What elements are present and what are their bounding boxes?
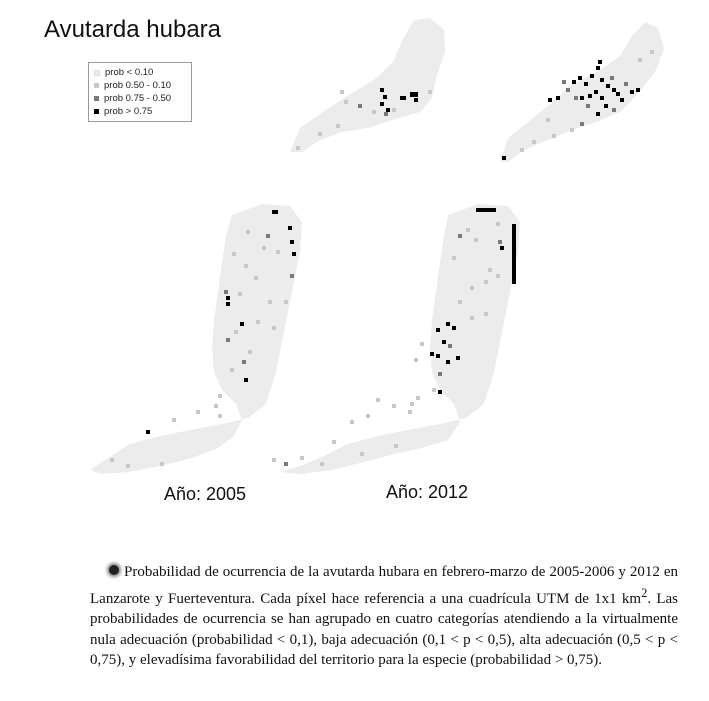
occurrence-pixel bbox=[498, 240, 502, 244]
occurrence-pixel bbox=[272, 210, 278, 214]
occurrence-pixel bbox=[340, 90, 344, 94]
occurrence-pixel bbox=[372, 110, 376, 114]
occurrence-pixel bbox=[344, 100, 348, 104]
occurrence-pixel bbox=[566, 88, 570, 92]
occurrence-pixel bbox=[496, 222, 500, 226]
occurrence-pixel bbox=[436, 354, 440, 358]
occurrence-pixel bbox=[318, 132, 322, 136]
occurrence-pixel bbox=[562, 80, 566, 84]
occurrence-pixel bbox=[580, 122, 584, 126]
occurrence-pixel bbox=[500, 246, 504, 250]
occurrence-pixel bbox=[366, 414, 370, 418]
occurrence-pixel bbox=[548, 98, 552, 102]
occurrence-pixel bbox=[234, 330, 238, 334]
occurrence-pixel bbox=[268, 300, 272, 304]
occurrence-pixel bbox=[446, 360, 450, 364]
occurrence-pixel bbox=[484, 280, 488, 284]
occurrence-pixel bbox=[290, 274, 294, 278]
occurrence-pixel bbox=[296, 146, 300, 150]
occurrence-pixel bbox=[470, 316, 474, 320]
occurrence-pixel bbox=[488, 268, 492, 272]
occurrence-pixel bbox=[610, 76, 614, 80]
occurrence-pixel bbox=[624, 82, 628, 86]
occurrence-pixel bbox=[546, 118, 550, 122]
occurrence-pixel bbox=[476, 208, 496, 212]
occurrence-pixel bbox=[290, 240, 294, 244]
occurrence-pixel bbox=[276, 250, 280, 254]
occurrence-pixel bbox=[383, 95, 387, 99]
figure-caption bbox=[90, 562, 678, 671]
occurrence-pixel bbox=[620, 98, 624, 102]
occurrence-pixel bbox=[604, 104, 608, 108]
bullet-icon bbox=[109, 565, 119, 575]
map-title: Avutarda hubara bbox=[44, 16, 222, 43]
occurrence-pixel bbox=[262, 246, 266, 250]
occurrence-pixel bbox=[452, 326, 456, 330]
legend-label: prob 0.75 - 0.50 bbox=[104, 93, 172, 104]
occurrence-pixel bbox=[226, 302, 230, 306]
occurrence-pixel bbox=[350, 420, 354, 424]
occurrence-pixel bbox=[218, 414, 222, 418]
occurrence-pixel bbox=[386, 108, 390, 112]
occurrence-pixel bbox=[552, 134, 556, 138]
occurrence-pixel bbox=[420, 342, 424, 346]
occurrence-pixel bbox=[288, 226, 292, 230]
occurrence-pixel bbox=[594, 90, 598, 94]
occurrence-pixel bbox=[600, 96, 604, 100]
occurrence-pixel bbox=[244, 264, 248, 268]
occurrence-pixel bbox=[458, 300, 462, 304]
fuerteventura-2005-island bbox=[90, 204, 302, 474]
lanzarote-2012-map bbox=[500, 22, 664, 162]
occurrence-pixel bbox=[502, 156, 506, 160]
occurrence-pixel bbox=[232, 252, 236, 256]
occurrence-pixel bbox=[272, 458, 276, 462]
occurrence-pixel bbox=[376, 398, 380, 402]
occurrence-pixel bbox=[266, 234, 270, 238]
occurrence-pixel bbox=[416, 396, 420, 400]
occurrence-pixel bbox=[436, 328, 440, 332]
occurrence-pixel bbox=[570, 128, 574, 132]
occurrence-pixel bbox=[596, 112, 600, 116]
occurrence-pixel bbox=[300, 456, 304, 460]
occurrence-pixel bbox=[556, 96, 560, 100]
occurrence-pixel bbox=[638, 58, 642, 62]
occurrence-pixel bbox=[226, 296, 230, 300]
occurrence-pixel bbox=[292, 252, 296, 256]
occurrence-pixel bbox=[408, 410, 412, 414]
occurrence-pixel bbox=[160, 462, 164, 466]
lanzarote-2005-map bbox=[290, 18, 445, 152]
occurrence-pixel bbox=[240, 322, 244, 326]
caption-superscript: 2 bbox=[641, 585, 648, 600]
occurrence-pixel bbox=[466, 228, 470, 232]
occurrence-pixel bbox=[598, 60, 602, 64]
occurrence-pixel bbox=[284, 300, 288, 304]
occurrence-pixel bbox=[256, 320, 260, 324]
occurrence-pixel bbox=[432, 388, 436, 392]
occurrence-pixel bbox=[584, 82, 588, 86]
occurrence-pixel bbox=[650, 50, 654, 54]
occurrence-pixel bbox=[596, 66, 600, 70]
legend-label: prob > 0.75 bbox=[104, 106, 153, 117]
occurrence-pixel bbox=[496, 274, 500, 278]
fuerteventura-2012-island bbox=[280, 204, 520, 474]
occurrence-pixel bbox=[470, 286, 474, 290]
occurrence-pixel bbox=[410, 402, 414, 406]
occurrence-pixel bbox=[574, 96, 578, 100]
occurrence-pixel bbox=[588, 94, 592, 98]
occurrence-pixel bbox=[612, 88, 616, 92]
occurrence-pixel bbox=[384, 112, 388, 116]
occurrence-pixel bbox=[630, 90, 634, 94]
occurrence-pixel bbox=[452, 256, 456, 260]
occurrence-pixel bbox=[392, 404, 396, 408]
occurrence-pixel bbox=[484, 312, 488, 316]
occurrence-pixel bbox=[196, 410, 200, 414]
occurrence-pixel bbox=[244, 378, 248, 382]
occurrence-pixel bbox=[254, 276, 258, 280]
occurrence-pixel bbox=[336, 124, 340, 128]
occurrence-pixel bbox=[578, 76, 582, 80]
occurrence-pixel bbox=[456, 356, 460, 360]
caption-text: Probabilidad de ocurrencia de la avutarda hubara en febrero-marzo de 2005-2006 y 2012 en Lanzarote y Fuerteventura. Cada píxel hace referencia a una cuadrícula UTM de 1x1 km bbox=[90, 564, 678, 607]
occurrence-pixel bbox=[248, 350, 252, 354]
occurrence-pixel bbox=[606, 84, 610, 88]
occurrence-pixel bbox=[284, 462, 288, 466]
occurrence-pixel bbox=[438, 372, 442, 376]
occurrence-pixel bbox=[358, 104, 362, 108]
occurrence-pixel bbox=[616, 92, 620, 96]
occurrence-pixel bbox=[600, 78, 604, 82]
occurrence-pixel bbox=[446, 322, 450, 326]
occurrence-pixel bbox=[126, 464, 130, 468]
occurrence-pixel bbox=[246, 230, 250, 234]
occurrence-pixel bbox=[458, 234, 462, 238]
occurrence-pixel bbox=[414, 98, 418, 102]
year-label-2012: Año: 2012 bbox=[386, 482, 469, 502]
occurrence-pixel bbox=[612, 108, 616, 112]
occurrence-pixel bbox=[410, 92, 418, 97]
caption-text-continued: . Las probabilidades de ocurrencia se han agrupado en cuatro categorías atendiendo a la virtualmente nula adecuación (probabilidad < 0,1), baja adecuación (0,1 < p < 0,5), alta adecuación (0,5 < p < 0,75), y elevadísima favorabilidad del territorio para la especie (probabilidad > 0,75). bbox=[90, 590, 678, 668]
occurrence-pixel bbox=[360, 452, 364, 456]
lanzarote-2005-island bbox=[290, 18, 445, 152]
occurrence-pixel bbox=[512, 224, 516, 284]
occurrence-pixel bbox=[586, 104, 590, 108]
occurrence-pixel bbox=[442, 340, 446, 344]
occurrence-pixel bbox=[392, 108, 396, 112]
occurrence-pixel bbox=[146, 430, 150, 434]
year-label-2005: Año: 2005 bbox=[164, 484, 247, 504]
occurrence-pixel bbox=[214, 404, 218, 408]
occurrence-pixel bbox=[394, 444, 398, 448]
occurrence-pixel bbox=[580, 96, 584, 100]
occurrence-pixel bbox=[532, 140, 536, 144]
occurrence-pixel bbox=[380, 102, 384, 106]
occurrence-pixel bbox=[474, 238, 478, 242]
occurrence-pixel bbox=[400, 96, 406, 100]
occurrence-pixel bbox=[110, 458, 114, 462]
occurrence-pixel bbox=[272, 326, 276, 330]
occurrence-pixel bbox=[636, 88, 640, 92]
occurrence-pixel bbox=[380, 88, 384, 92]
occurrence-pixel bbox=[414, 358, 418, 362]
legend-label: prob < 0.10 bbox=[105, 67, 154, 78]
occurrence-pixel bbox=[218, 394, 222, 398]
occurrence-pixel bbox=[520, 148, 524, 152]
fuerteventura-2012-map bbox=[272, 204, 520, 474]
occurrence-pixel bbox=[332, 440, 336, 444]
occurrence-pixel bbox=[224, 290, 228, 294]
legend-label: prob 0.50 - 0.10 bbox=[104, 80, 172, 91]
occurrence-pixel bbox=[226, 338, 230, 342]
occurrence-pixel bbox=[172, 418, 176, 422]
occurrence-pixel bbox=[320, 462, 324, 466]
occurrence-pixel bbox=[572, 80, 576, 84]
occurrence-pixel bbox=[590, 74, 594, 78]
fuerteventura-2005-map bbox=[90, 204, 302, 474]
occurrence-pixel bbox=[230, 368, 234, 372]
occurrence-pixel bbox=[448, 344, 452, 348]
occurrence-pixel bbox=[438, 390, 442, 394]
occurrence-pixel bbox=[430, 352, 434, 356]
occurrence-pixel bbox=[242, 360, 246, 364]
occurrence-pixel bbox=[238, 292, 242, 296]
occurrence-pixel bbox=[428, 90, 432, 94]
